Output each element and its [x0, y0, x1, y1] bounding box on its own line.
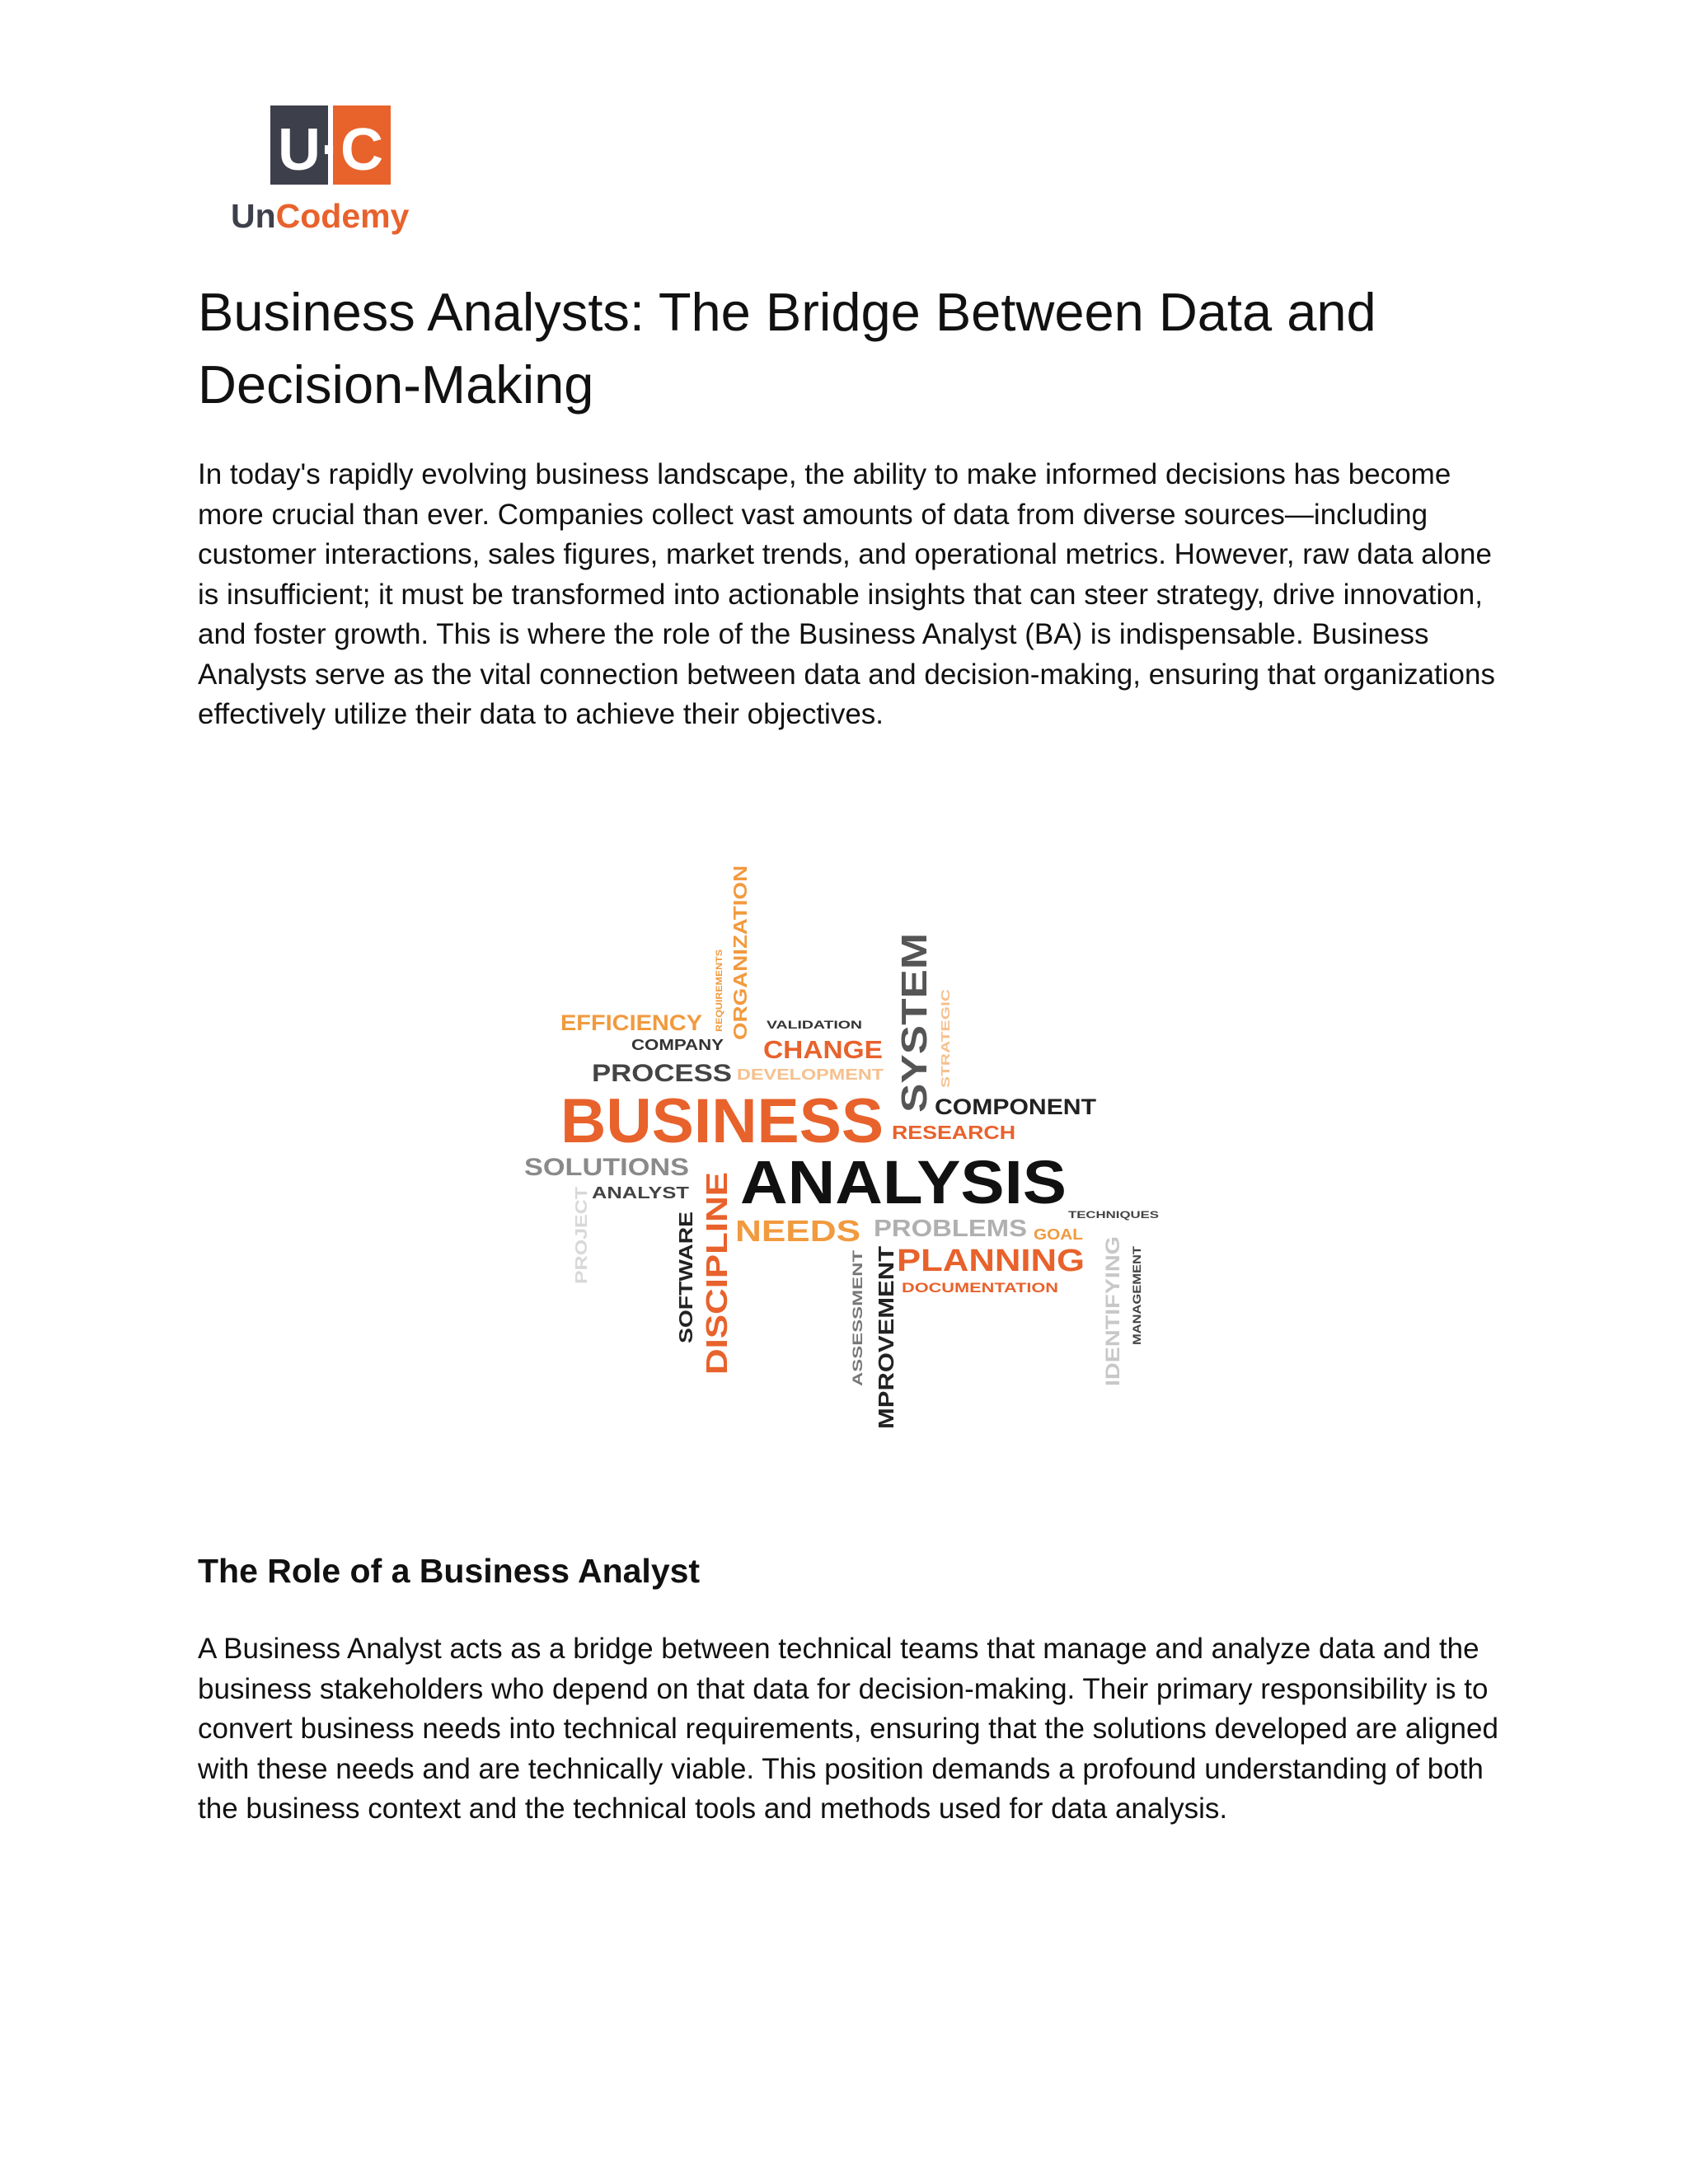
logo-wordmark-un: Un: [231, 197, 276, 235]
word-assessment: ASSESSMENT: [850, 1289, 865, 1386]
logo-letters: U·C: [278, 117, 383, 183]
word-needs: NEEDS: [735, 1214, 860, 1248]
word-analyst: ANALYST: [592, 1184, 689, 1202]
word-strategic: STRATEGIC: [939, 1017, 953, 1088]
uncodemy-logo: [231, 101, 429, 241]
word-discipline: DISCIPLINE: [700, 1207, 734, 1375]
word-improvement: MPROVEMENT: [874, 1275, 898, 1429]
word-change: CHANGE: [763, 1035, 883, 1064]
word-goal: GOAL: [1034, 1226, 1084, 1243]
word-solutions: SOLUTIONS: [524, 1154, 689, 1181]
word-techniques: TECHNIQUES: [1068, 1209, 1159, 1221]
section-heading: The Role of a Business Analyst: [198, 1552, 701, 1590]
word-analysis: ANALYSIS: [740, 1148, 1067, 1216]
word-management: MANAGEMENT: [1130, 1261, 1143, 1345]
word-business: BUSINESS: [560, 1086, 884, 1156]
word-problems: PROBLEMS: [874, 1216, 1027, 1242]
word-identifying: IDENTIFYING: [1102, 1260, 1124, 1386]
page-title: Business Analysts: The Bridge Between Data and Decision-Making: [198, 282, 1376, 415]
logo-wordmark: [231, 197, 410, 235]
word-component: COMPONENT: [935, 1094, 1097, 1119]
word-system: SYSTEM: [894, 963, 935, 1113]
word-development: DEVELOPMENT: [737, 1066, 884, 1083]
intro-paragraph: In today's rapidly evolving business landscape, the ability to make informed decisions has become more crucial than ever. Companies collect vast amounts of data from diverse sources—including customer interactions, sales figures, market trends, and operational metrics. However, raw data alone is insufficient; it must be transformed into actionable insights that can steer strategy, drive innovation, and foster growth. This is where the role of the Business Analyst (BA) is indispensable. Business Analysts serve as the vital connection between data and decision-making, ensuring that organizations effectively utilize their data to achieve their objectives.: [198, 458, 1495, 730]
logo-wordmark-codemy: Codemy: [275, 197, 410, 235]
word-project: PROJECT: [573, 1206, 591, 1284]
word-efficiency: EFFICIENCY: [560, 1010, 702, 1035]
word-software: SOFTWARE: [675, 1235, 696, 1343]
word-requirements: REQUIREMENTS: [715, 958, 724, 1032]
word-planning: PLANNING: [897, 1244, 1085, 1278]
word-process: PROCESS: [592, 1060, 732, 1087]
word-research: RESEARCH: [892, 1122, 1015, 1143]
word-company: COMPANY: [631, 1037, 724, 1053]
business-analysis-word-cloud: [495, 857, 1187, 1442]
word-validation: VALIDATION: [767, 1018, 862, 1031]
word-documentation: DOCUMENTATION: [902, 1280, 1058, 1296]
section-paragraph: A Business Analyst acts as a bridge between technical teams that manage and analyze data and the business stakeholders who depend on that data for decision-making. Their primary responsibility is to convert business needs into technical requirements, ensuring that the solutions developed are aligned with these needs and are technically viable. This position demands a profound understanding of both the business context and the technical tools and methods used for data analysis.: [198, 1633, 1498, 1825]
word-organization: ORGANIZATION: [729, 895, 751, 1040]
